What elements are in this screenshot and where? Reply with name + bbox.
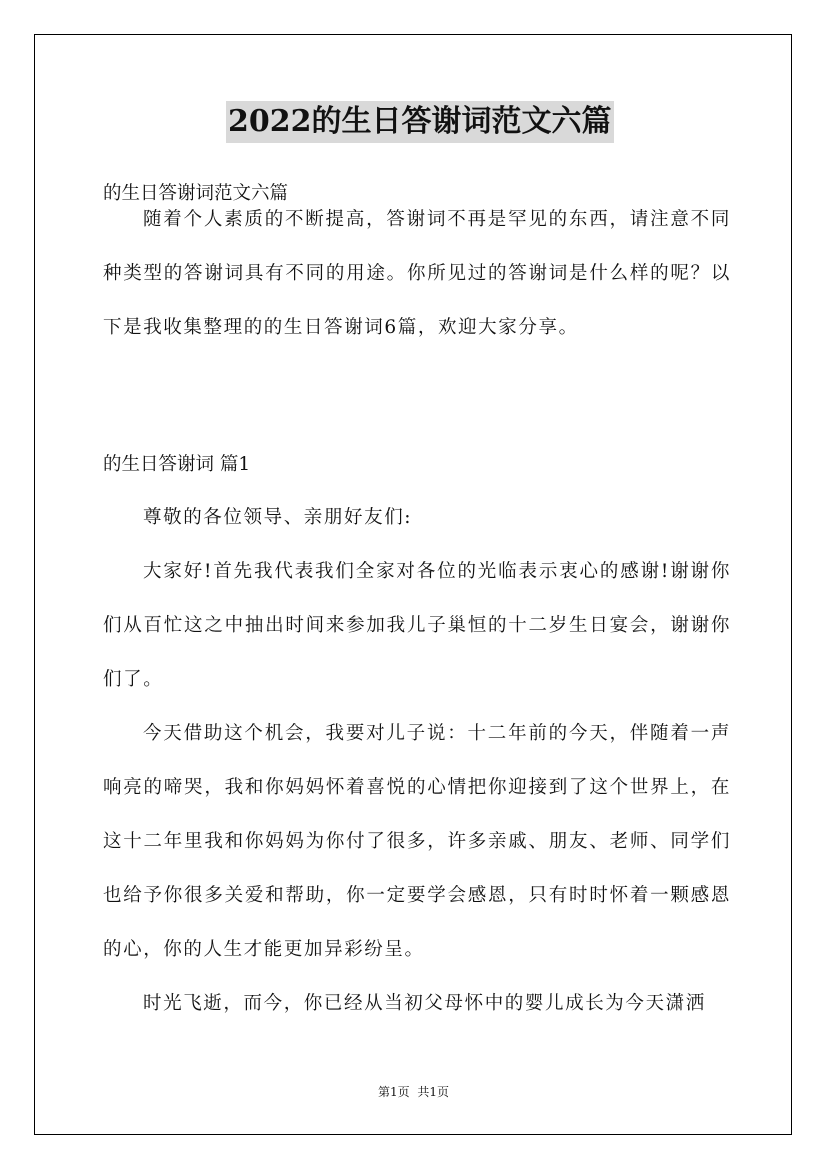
section-heading: 的生日答谢词 篇1 <box>103 454 251 475</box>
document-title: 2022的生日答谢词范文六篇 <box>226 101 614 143</box>
document-subtitle: 的生日答谢词范文六篇 <box>103 183 289 204</box>
page-number-label: 第1页 <box>378 1085 410 1099</box>
body-paragraph-1: 大家好!首先我代表我们全家对各位的光临表示衷心的感谢!谢谢你们从百忙这之中抽出时间来参加我儿子巢恒的十二岁生日宴会，谢谢你们了。 <box>103 561 731 690</box>
page-total-label: 共1页 <box>417 1085 449 1099</box>
page-footer <box>0 1084 827 1100</box>
body-paragraph-3: 时光飞逝，而今，你已经从当初父母怀中的婴儿成长为今天潇洒 <box>143 993 706 1014</box>
salutation-paragraph: 尊敬的各位领导、亲朋好友们: <box>143 507 413 528</box>
intro-paragraph: 随着个人素质的不断提高，答谢词不再是罕见的东西，请注意不同种类型的答谢词具有不同的用途。你所见过的答谢词是什么样的呢？以下是我收集整理的的生日答谢词6篇，欢迎大家分享。 <box>103 209 731 338</box>
body-paragraph-2: 今天借助这个机会，我要对儿子说：十二年前的今天，伴随着一声响亮的啼哭，我和你妈妈怀着喜悦的心情把你迎接到了这个世界上，在这十二年里我和你妈妈为你付了很多，许多亲戚、朋友、老师、同学们也给予你很多关爱和帮助，你一定要学会感恩，只有时时怀着一颗感恩的心，你的人生才能更加异彩纷呈。 <box>103 723 731 960</box>
